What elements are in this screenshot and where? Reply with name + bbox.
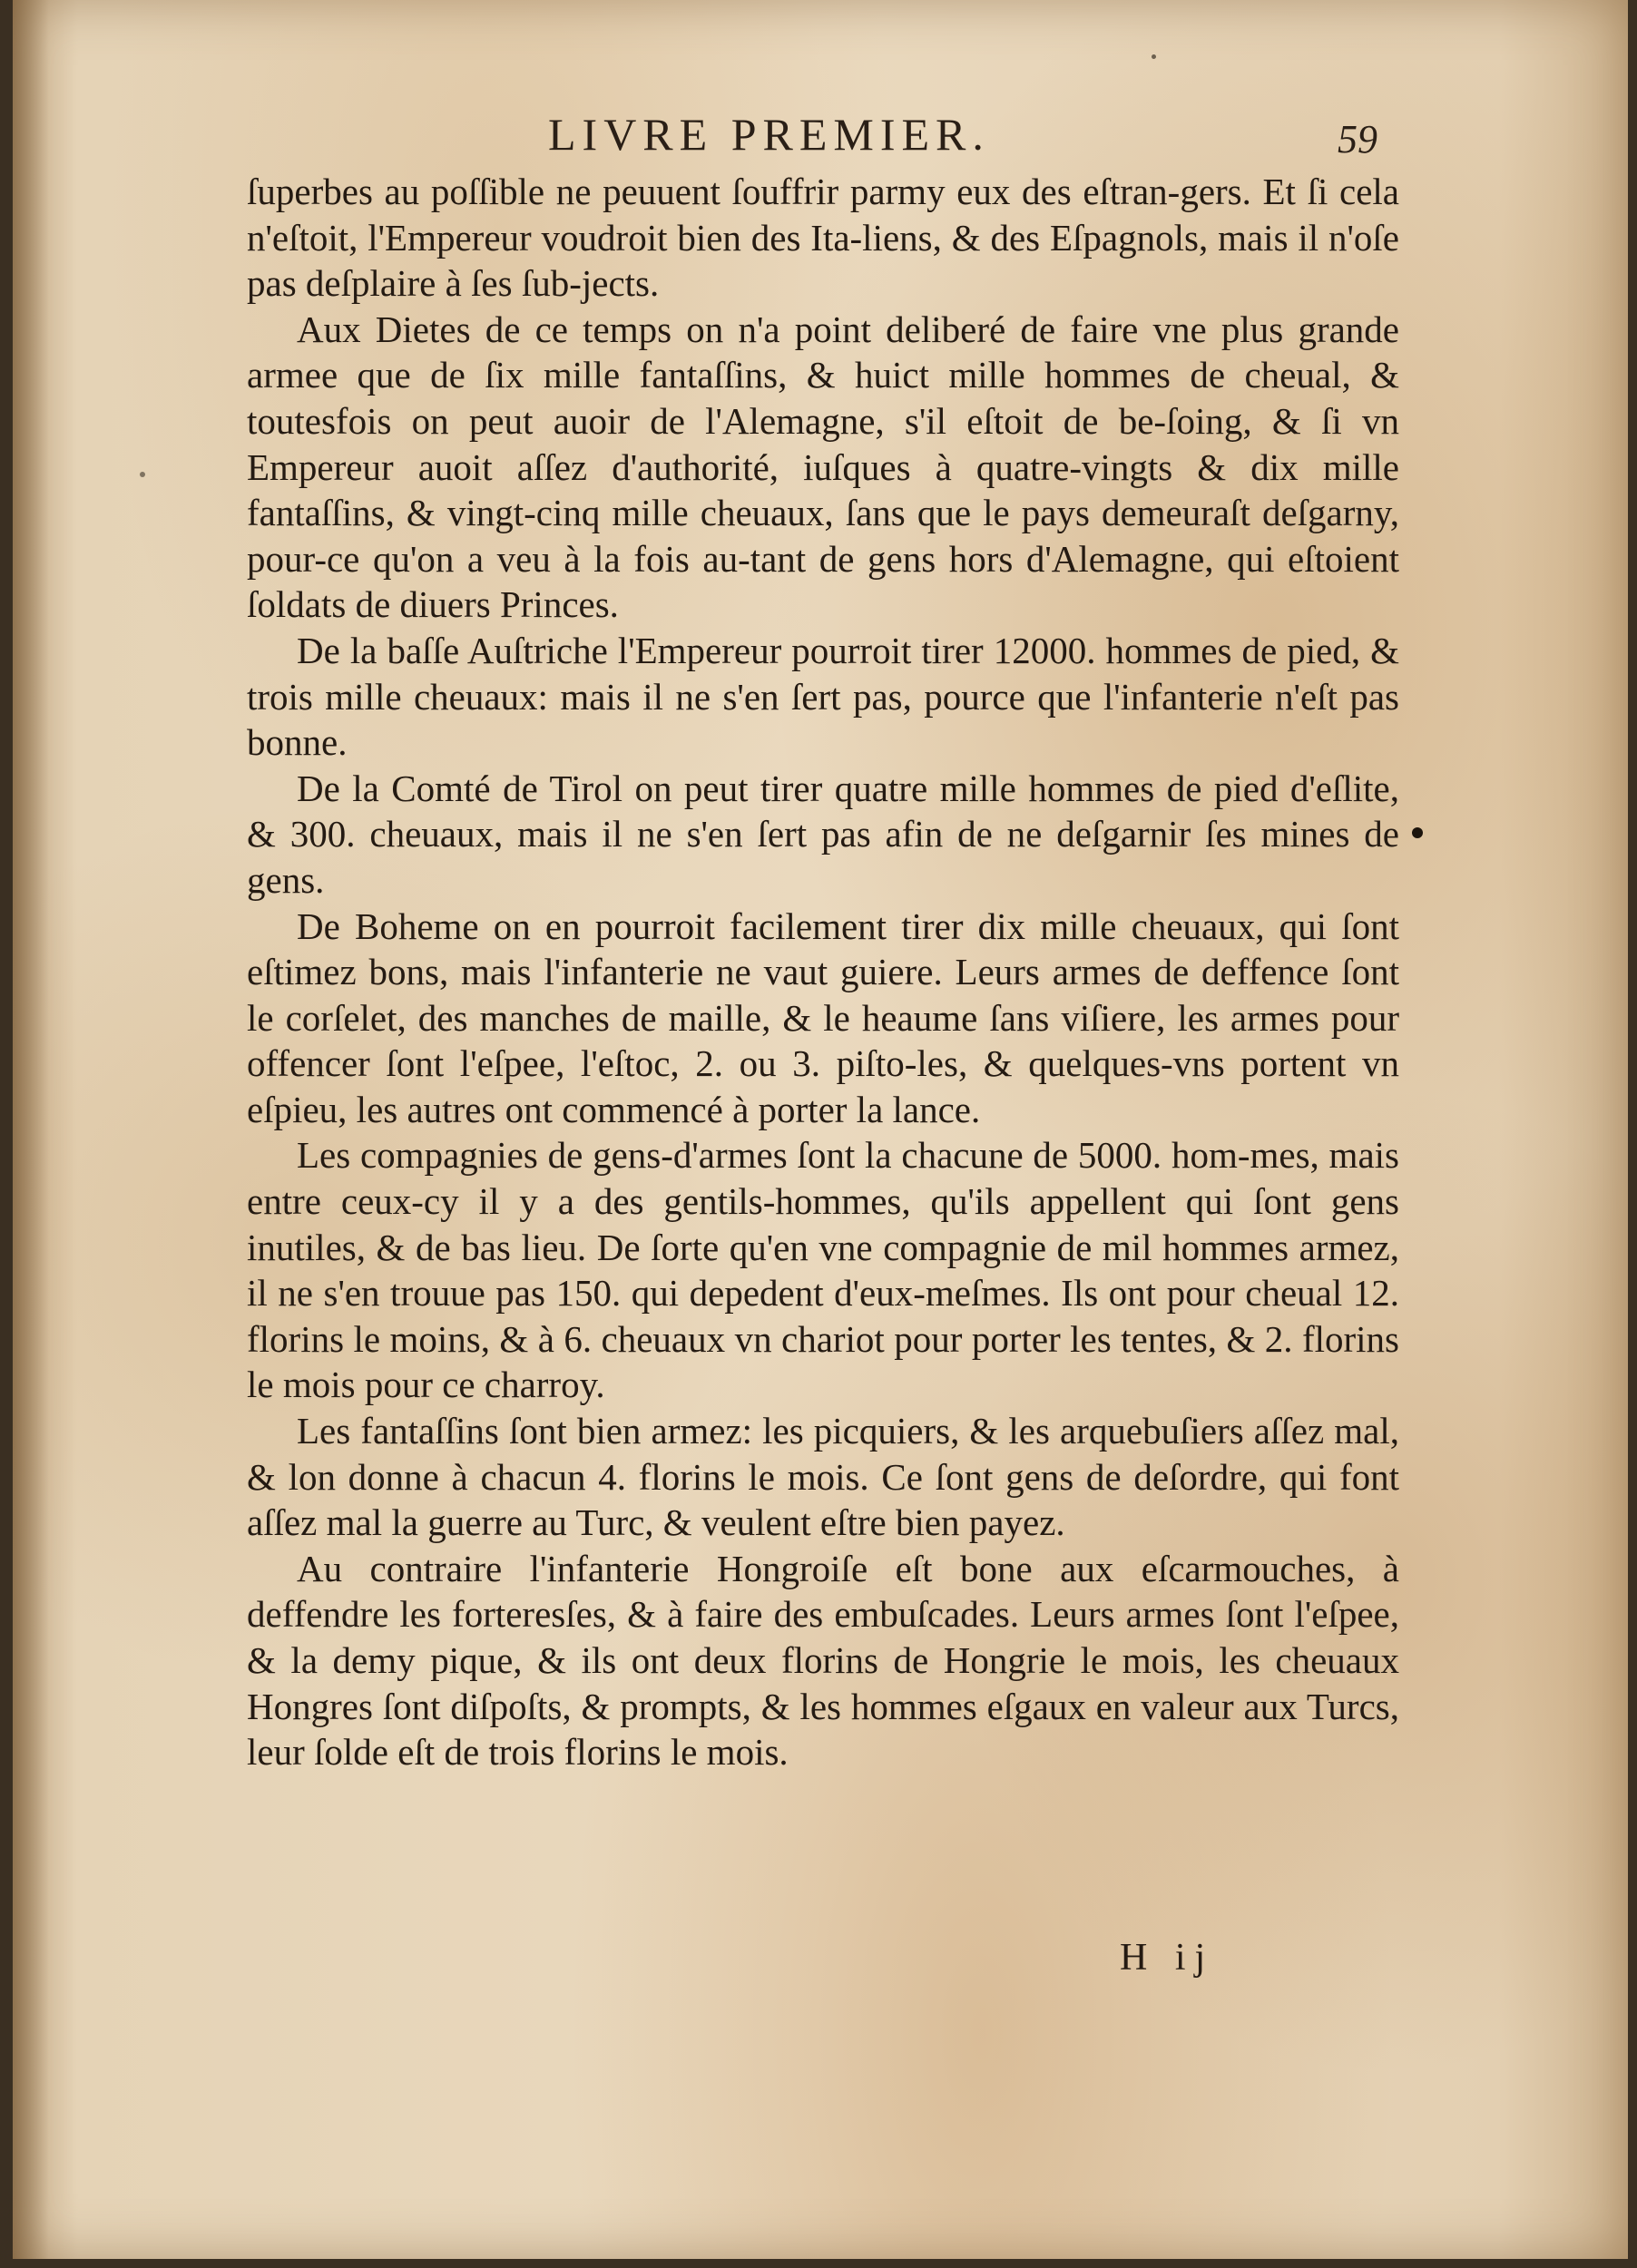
- body-text: [247, 169, 1399, 1775]
- page-number: 59: [1338, 117, 1377, 161]
- page-edge-shadow: [13, 0, 49, 2259]
- paragraph: De la baſſe Auſtriche l'Empereur pourroit tirer 12000. hommes de pied, & trois mille cheuaux: mais il ne s'en ſert pas, pource que l'infanterie n'eſt pas bonne.: [247, 629, 1399, 764]
- ink-speck: [140, 472, 145, 477]
- running-title: LIVRE PREMIER.: [548, 109, 990, 160]
- page-header: [13, 107, 1628, 161]
- paragraph: ſuperbes au poſſible ne peuuent ſouffrir parmy eux des eſtran-gers. Et ſi cela n'eſtoit, l'Empereur voudroit bien des Ita-liens, & des Eſpagnols, mais il n'oſe pas deſplaire à ſes ſub-jects.: [247, 171, 1399, 305]
- ink-speck: [1152, 54, 1156, 59]
- paragraph: Les fantaſſins ſont bien armez: les picquiers, & les arquebuſiers aſſez mal, & lon donne à chacun 4. florins le mois. Ce ſont gens de deſordre, qui font aſſez mal la guerre au Turc, & veulent eſtre bien payez.: [247, 1410, 1399, 1544]
- ink-speck: [1412, 827, 1423, 838]
- paragraph: Les compagnies de gens-d'armes ſont la chacune de 5000. hom-mes, mais entre ceux-cy il y a des gentils-hommes, qu'ils appellent qui ſont gens inutiles, & de bas lieu. De ſorte qu'en vne compagnie de mil hommes armez, il ne s'en trouue pas 150. qui depedent d'eux-meſmes. Ils ont pour cheual 12. florins le moins, & à 6. cheuaux vn chariot pour porter les tentes, & 2. florins le mois pour ce charroy.: [247, 1134, 1399, 1406]
- book-page: [13, 0, 1628, 2259]
- paragraph: De la Comté de Tirol on peut tirer quatre mille hommes de pied d'eſlite, & 300. cheuaux, mais il ne s'en ſert pas afin de ne deſgarnir ſes mines de gens.: [247, 767, 1399, 901]
- signature-mark: H ij: [1120, 1937, 1215, 1979]
- paragraph: Aux Dietes de ce temps on n'a point deliberé de faire vne plus grande armee que de ſix mille fantaſſins, & huict mille hommes de cheual, & toutesfois on peut auoir de l'Alemagne, s'il eſtoit de be-ſoing, & ſi vn Empereur auoit aſſez d'authorité, iuſques à quatre-vingts & dix mille fantaſſins, & vingt-cinq mille cheuaux, ſans que le pays demeuraſt deſgarny, pour-ce qu'on a veu à la fois au-tant de gens hors d'Alemagne, qui eſtoient ſoldats de diuers Princes.: [247, 308, 1399, 626]
- paragraph: Au contraire l'infanterie Hongroiſe eſt bone aux eſcarmouches, à deffendre les forteresſes, & à faire des embuſcades. Leurs armes ſont l'eſpee, & la demy pique, & ils ont deux florins de Hongrie le mois, les cheuaux Hongres ſont diſpoſts, & prompts, & les hommes eſgaux en valeur aux Turcs, leur ſolde eſt de trois florins le mois.: [247, 1547, 1399, 1774]
- paragraph: De Boheme on en pourroit facilement tirer dix mille cheuaux, qui ſont eſtimez bons, mais l'infanterie ne vaut guiere. Leurs armes de deffence ſont le corſelet, des manches de maille, & le heaume ſans viſiere, les armes pour offencer ſont l'eſpee, l'eſtoc, 2. ou 3. piſto-les, & quelques-vns portent vn eſpieu, les autres ont commencé à porter la lance.: [247, 904, 1399, 1130]
